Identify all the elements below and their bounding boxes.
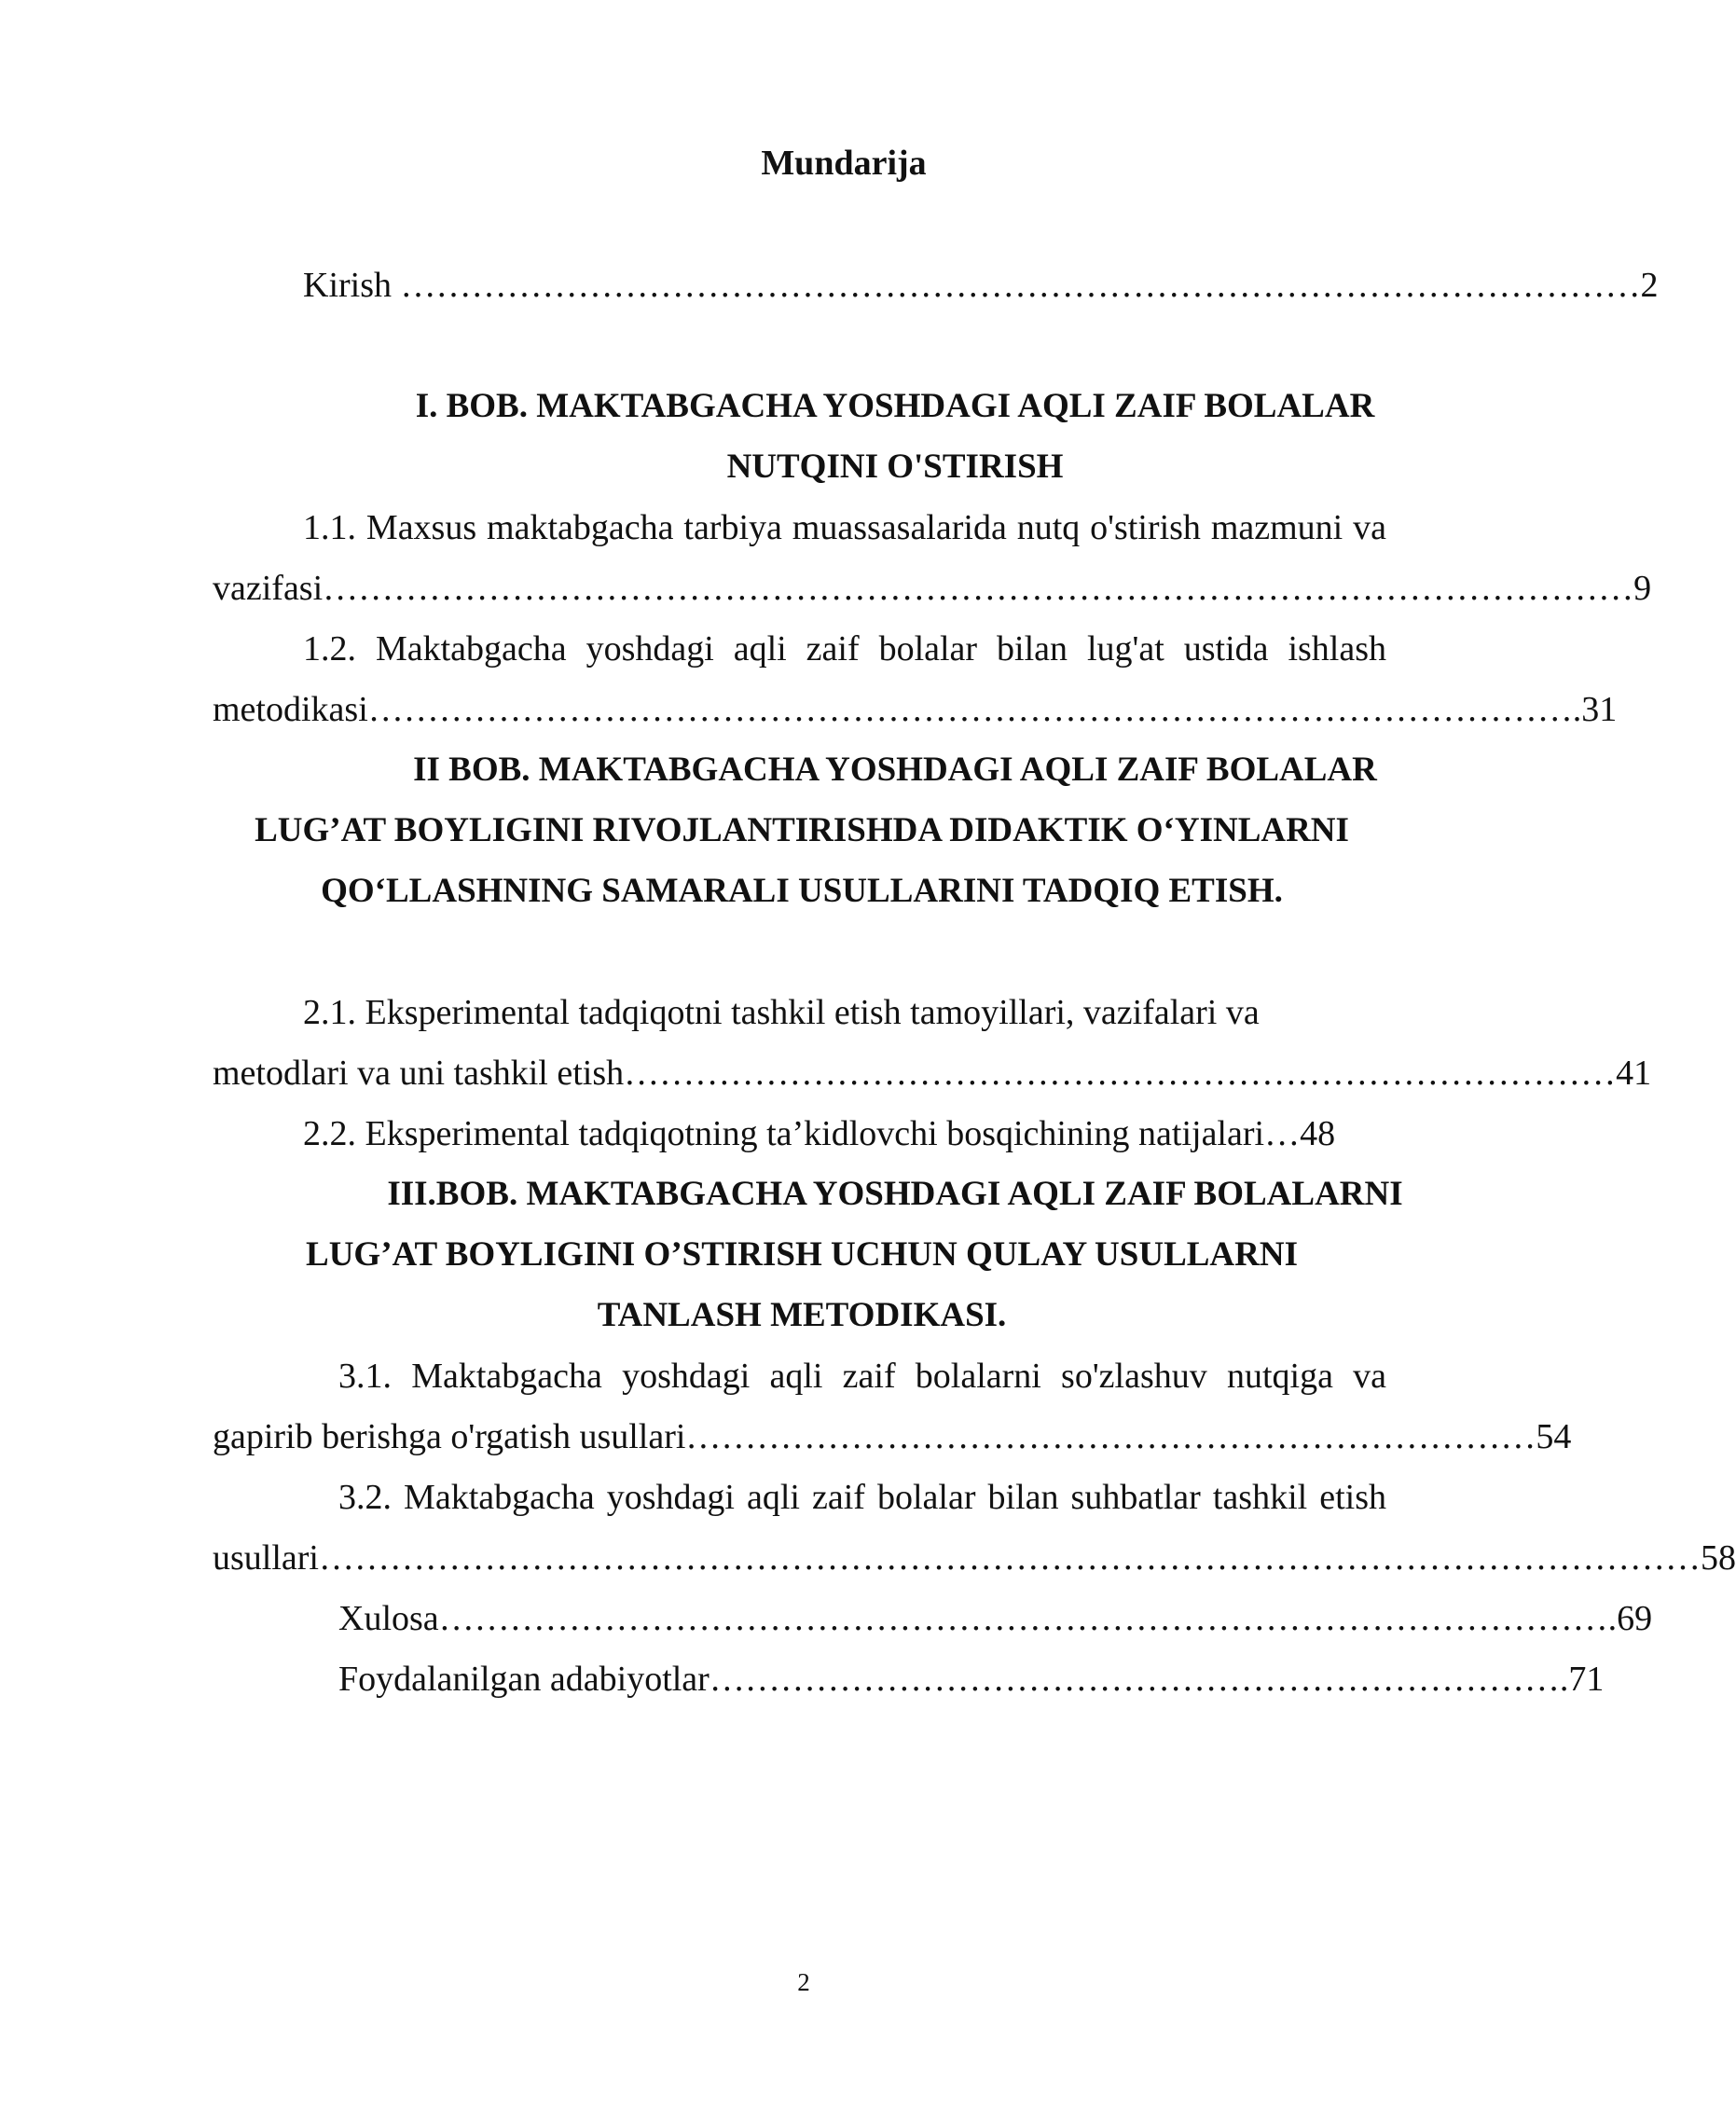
toc-entry-3-1-line-1: 3.1. Maktabgacha yoshdagi aqli zaif bolalarni so'zlashuv nutqiga va (338, 1357, 1386, 1396)
toc-entry-3-1-line-2: gapirib berishga o'rgatish usullari………………………………………………………………54 (213, 1417, 1572, 1456)
toc-entry-1-1-line-1: 1.1. Maxsus maktabgacha tarbiya muassasalarida nutq o'stirish mazmuni va (303, 508, 1386, 547)
chapter-2-heading-line-1: II BOB. MAKTABGACHA YOSHDAGI AQLI ZAIF BOLALAR (413, 751, 1377, 789)
page-title: Mundarija (761, 144, 927, 183)
toc-entry-2-2: 2.2. Eksperimental tadqiqotning ta’kidlovchi bosqichining natijalari…48 (303, 1114, 1336, 1153)
page-number: 2 (797, 1968, 810, 1996)
chapter-2-heading-line-2: LUG’AT BOYLIGINI RIVOJLANTIRISHDA DIDAKTIK O‘YINLARNI (255, 811, 1349, 849)
chapter-2-heading-line-3: QO‘LLASHNING SAMARALI USULLARINI TADQIQ ETISH. (321, 872, 1283, 910)
toc-entry-2-1-line-2: metodlari va uni tashkil etish…………………………………………………………………………41 (213, 1054, 1652, 1093)
toc-entry-kirish: Kirish ……………………………………………………………………………………………2 (303, 266, 1659, 305)
toc-entry-2-1-line-1: 2.1. Eksperimental tadqiqotni tashkil etish tamoyillari, vazifalari va (303, 993, 1260, 1032)
toc-entry-1-2-line-2: metodikasi………………………………………………………………………………………….31 (213, 690, 1618, 729)
toc-entry-1-2-line-1: 1.2. Maktabgacha yoshdagi aqli zaif bolalar bilan lug'at ustida ishlash (303, 629, 1386, 669)
toc-entry-3-2-line-1: 3.2. Maktabgacha yoshdagi aqli zaif bolalar bilan suhbatlar tashkil etish (338, 1478, 1386, 1517)
chapter-3-heading-line-2: LUG’AT BOYLIGINI O’STIRISH UCHUN QULAY USULLARNI (306, 1235, 1298, 1274)
toc-entry-3-2-line-2: usullari………………………………………………………………………………………………………58 (213, 1538, 1736, 1578)
chapter-1-heading-line-2: NUTQINI O'STIRISH (726, 448, 1064, 486)
toc-entry-adabiyotlar: Foydalanilgan adabiyotlar……………………………………………………………….71 (338, 1660, 1605, 1699)
chapter-1-heading-line-1: I. BOB. MAKTABGACHA YOSHDAGI AQLI ZAIF BOLALAR (415, 387, 1375, 425)
chapter-3-heading-line-3: TANLASH METODIKASI. (597, 1296, 1007, 1334)
toc-entry-xulosa: Xulosa……………………………………………………………………………………….69 (338, 1599, 1653, 1638)
chapter-3-heading-line-1: III.BOB. MAKTABGACHA YOSHDAGI AQLI ZAIF BOLALARNI (387, 1175, 1403, 1213)
toc-entry-1-1-line-2: vazifasi…………………………………………………………………………………………………9 (213, 569, 1652, 608)
